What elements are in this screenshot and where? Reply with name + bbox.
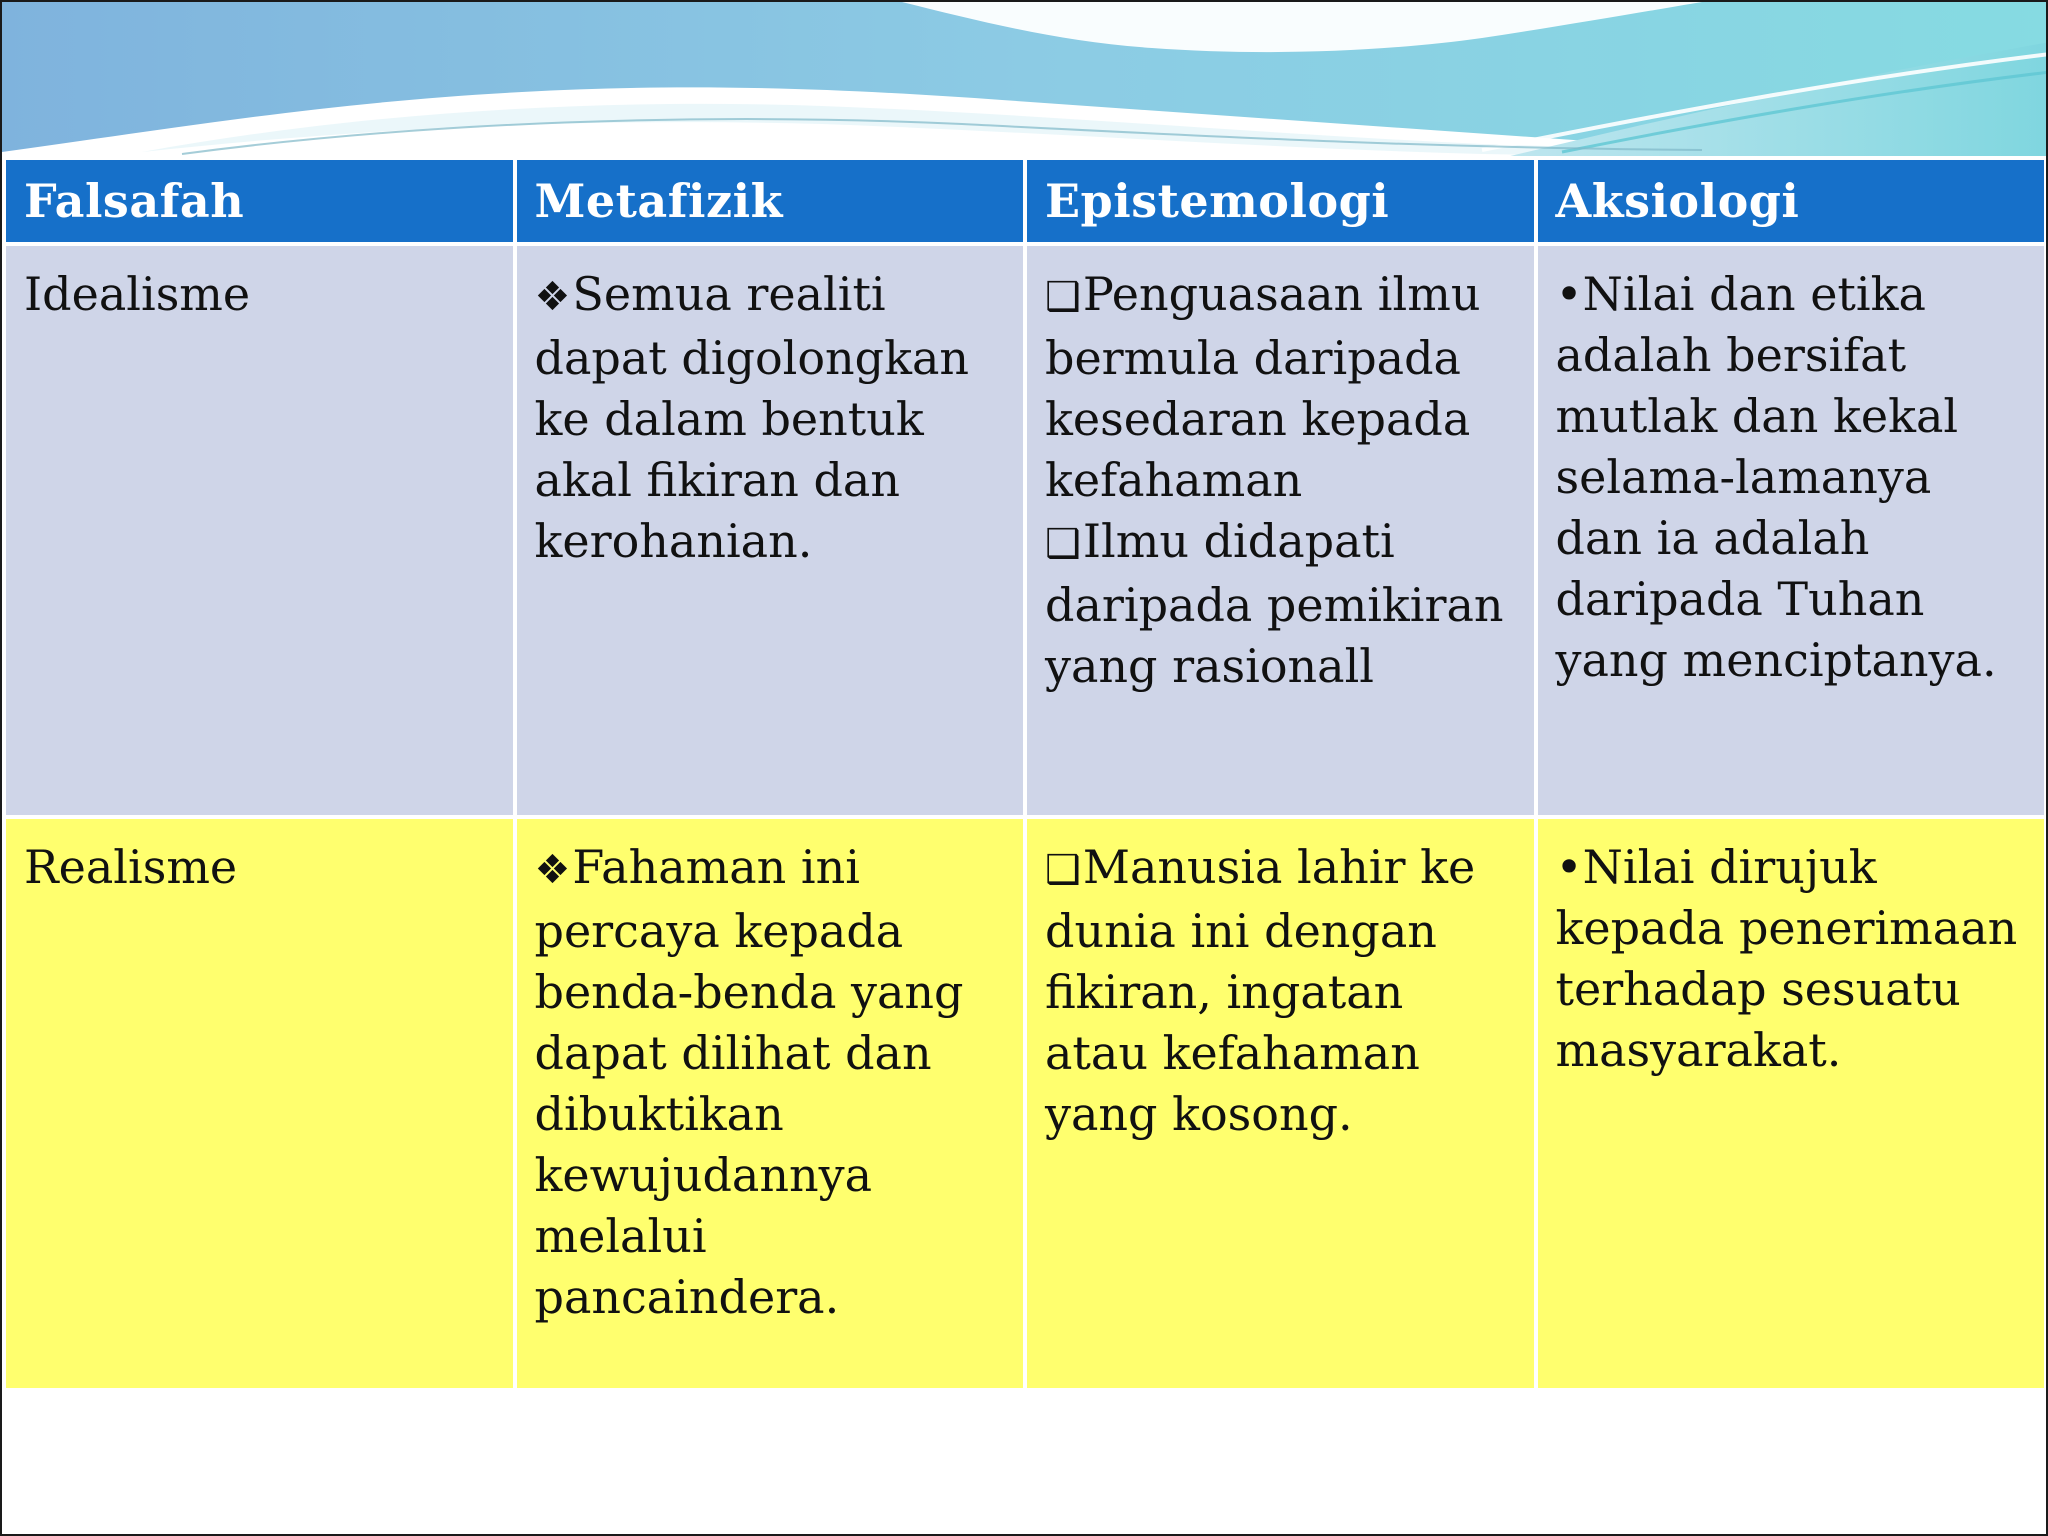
table-row — [6, 246, 2044, 815]
header-epistemologi: Epistemologi — [1027, 160, 1534, 242]
diamond-bullet-icon: ❖ — [534, 274, 571, 320]
falsafah-label: Realisme — [24, 840, 238, 894]
decorative-wave-banner — [2, 2, 2048, 158]
falsafah-label: Idealisme — [24, 267, 251, 321]
header-falsafah: Falsafah — [6, 160, 513, 242]
checkbox-bullet-icon: ❑ — [1045, 274, 1081, 320]
epistemologi-text: Ilmu didapati daripada pemikiran yang rasionall — [1045, 514, 1504, 693]
dot-bullet-icon: • — [1555, 840, 1583, 894]
diamond-bullet-icon: ❖ — [534, 847, 571, 893]
philosophy-comparison-table — [2, 156, 2048, 1392]
checkbox-bullet-icon: ❑ — [1045, 847, 1081, 893]
cell-metafizik-idealisme — [517, 246, 1024, 815]
table-row — [6, 819, 2044, 1388]
epistemologi-text: Manusia lahir ke dunia ini dengan fikiran, ingatan atau kefahaman yang kosong. — [1045, 840, 1476, 1141]
epistemologi-text: Penguasaan ilmu bermula daripada kesedaran kepada kefahaman — [1045, 267, 1481, 507]
cell-epistemologi-idealisme — [1027, 246, 1534, 815]
cell-aksiologi-realisme — [1538, 819, 2045, 1388]
table-header-row — [6, 160, 2044, 242]
metafizik-text: Fahaman ini percaya kepada benda-benda yang dapat dilihat dan dibuktikan kewujudannya melalui pancaindera. — [534, 840, 964, 1324]
cell-aksiologi-idealisme — [1538, 246, 2045, 815]
checkbox-bullet-icon: ❑ — [1045, 521, 1081, 567]
aksiologi-text: Nilai dan etika adalah bersifat mutlak dan kekal selama-lamanya dan ia adalah daripada Tuhan yang menciptanya. — [1555, 267, 1997, 687]
dot-bullet-icon: • — [1555, 267, 1583, 321]
metafizik-text: Semua realiti dapat digolongkan ke dalam bentuk akal fikiran dan kerohanian. — [534, 267, 970, 568]
aksiologi-text: Nilai dirujuk kepada penerimaan terhadap sesuatu masyarakat. — [1555, 840, 2018, 1077]
cell-epistemologi-realisme — [1027, 819, 1534, 1388]
header-metafizik: Metafizik — [517, 160, 1024, 242]
cell-falsafah-realisme — [6, 819, 513, 1388]
header-aksiologi: Aksiologi — [1538, 160, 2045, 242]
cell-falsafah-idealisme — [6, 246, 513, 815]
cell-metafizik-realisme — [517, 819, 1024, 1388]
